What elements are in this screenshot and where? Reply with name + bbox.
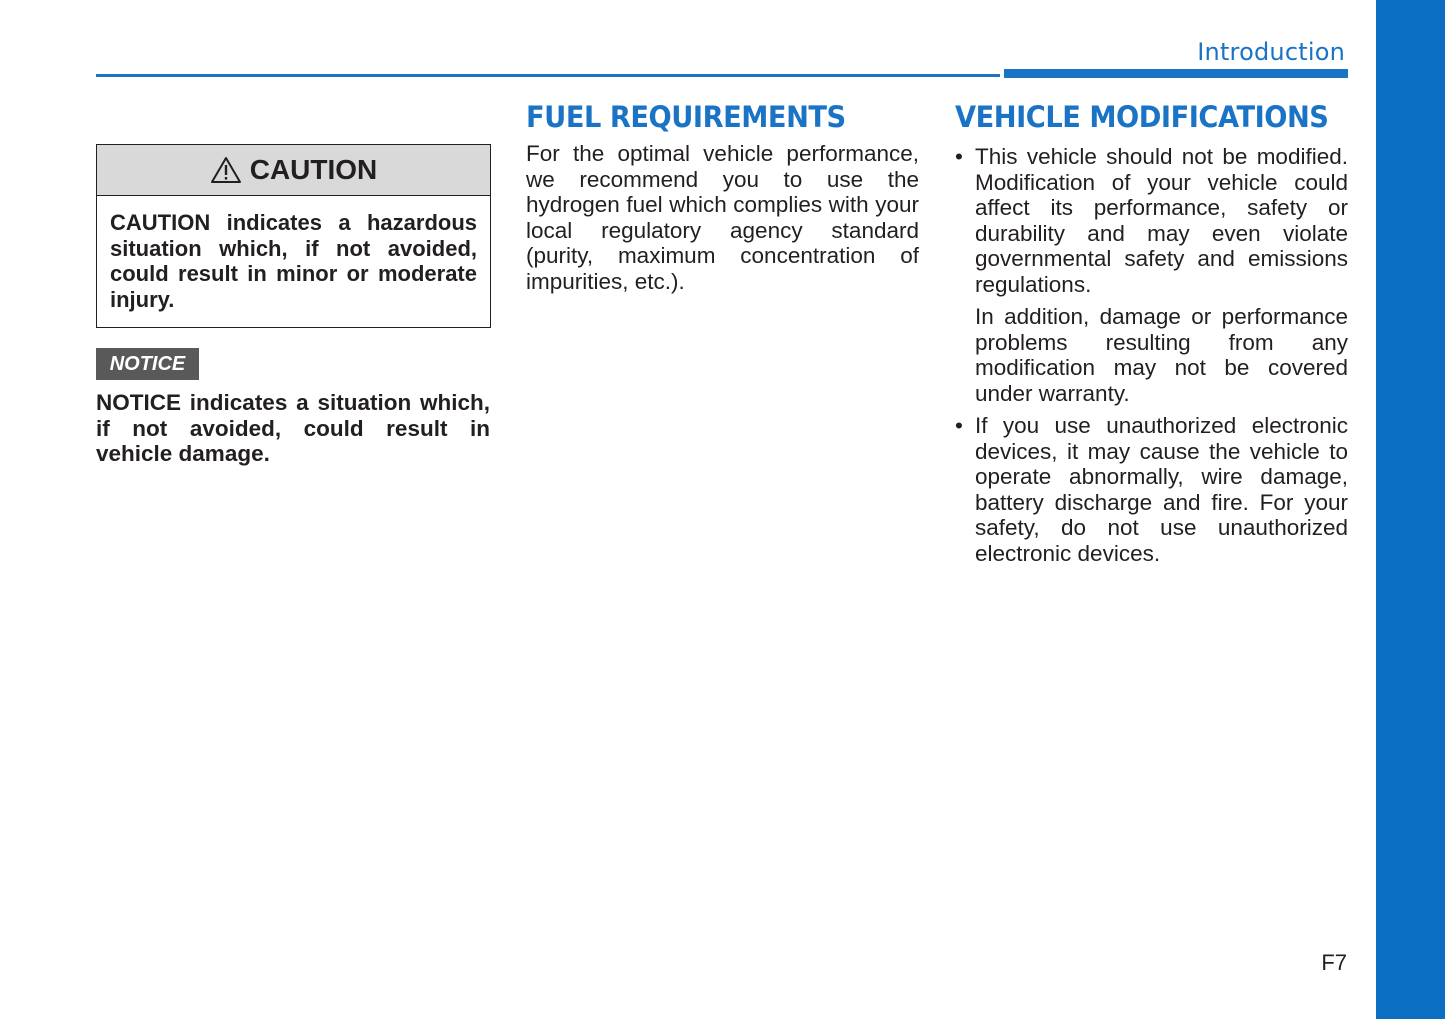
header-rule-accent <box>1004 69 1348 78</box>
fuel-heading: FUEL REQUIREMENTS <box>526 100 846 134</box>
bullet: • <box>955 413 963 438</box>
modifications-heading: VEHICLE MODIFICATIONS <box>955 100 1329 134</box>
caution-text: CAUTION indicates a hazardous situation which, if not avoided, could result in minor or moderate injury. <box>110 210 477 312</box>
section-title: Introduction <box>1197 38 1345 66</box>
paragraph: If you use unauthorized electronic devices, it may cause the vehicle to operate abnormally, wire damage, battery discharge and fire. For your safety, do not use unauthorized electronic devices. <box>975 413 1348 566</box>
modifications-list <box>955 144 1348 573</box>
bullet: • <box>955 144 963 169</box>
fuel-text: For the optimal vehicle performance, we recommend you to use the hydrogen fuel which complies with your local regulatory agency standard (purity, maximum concentration of impurities, etc.). <box>526 141 919 294</box>
caution-title: CAUTION <box>249 154 378 185</box>
warning-triangle-icon <box>210 156 242 184</box>
notice-badge: NOTICE <box>96 348 199 380</box>
caution-header <box>97 145 490 196</box>
notice-text: NOTICE indicates a situation which, if not avoided, could result in vehicle damage. <box>96 390 490 466</box>
list-item <box>955 413 1348 566</box>
header-rule <box>96 74 1000 77</box>
side-tab <box>1376 0 1445 1019</box>
paragraph: This vehicle should not be modified. Modification of your vehicle could affect its performance, safety or durability and may even violate governmental safety and emissions regulations. <box>975 144 1348 297</box>
list-item <box>955 144 1348 406</box>
paragraph: In addition, damage or performance problems resulting from any modification may not be covered under warranty. <box>975 304 1348 406</box>
page-number: F7 <box>1321 950 1347 975</box>
caution-box <box>96 144 491 328</box>
